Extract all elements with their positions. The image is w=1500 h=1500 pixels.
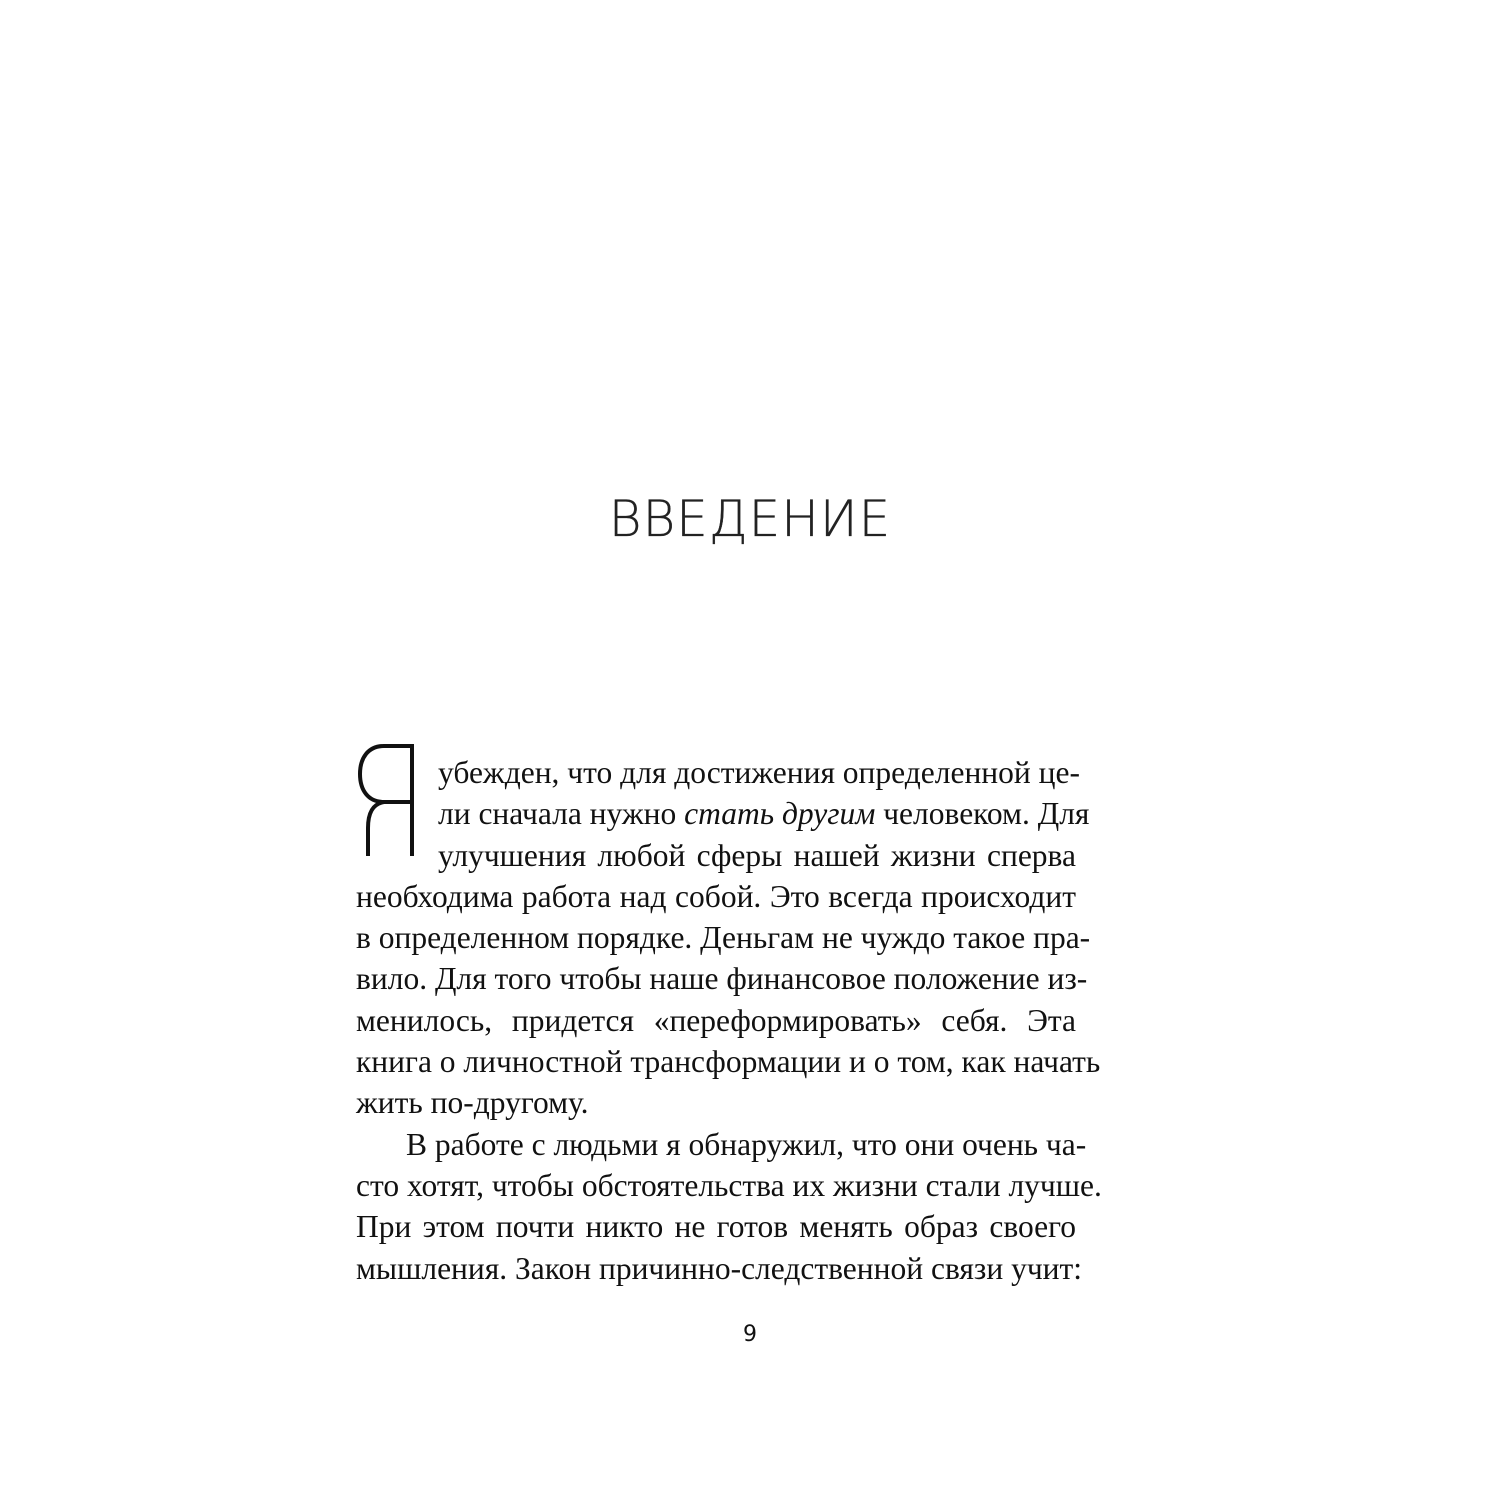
paragraph-2-line-3: При этом почти никто не готов менять образ своего	[356, 1209, 1076, 1245]
body-text	[356, 752, 1102, 1289]
emphasis-text: стать другим	[684, 796, 876, 832]
paragraph-1-line-1: убежден, что для достижения определенной це-	[438, 755, 1080, 790]
paragraph-1-line-3: улучшения любой сферы нашей жизни сперва	[438, 837, 1076, 873]
paragraph-2-line-4: мышления. Закон причинно-следственной связи учит:	[356, 1250, 1083, 1286]
line-2-end: человеком. Для	[875, 796, 1090, 832]
paragraph-1-line-9: жить по-другому.	[356, 1085, 589, 1121]
paragraph-1-line-2	[438, 793, 1090, 834]
paragraph-1-line-6: вило. Для того чтобы наше финансовое положение из-	[356, 961, 1088, 997]
paragraph-1-line-8: книга о личностной трансформации и о том, как начать	[356, 1044, 1101, 1080]
paragraph-1-line-7: менилось, придется «переформировать» себя. Эта	[356, 1002, 1076, 1038]
paragraph-1-line-4: необходима работа над собой. Это всегда происходит	[356, 878, 1076, 914]
line-2-start: ли сначала нужно	[438, 796, 685, 832]
chapter-title: ВВЕДЕНИЕ	[608, 490, 892, 548]
page-number: 9	[743, 1322, 757, 1347]
paragraph-2-line-2: сто хотят, чтобы обстоятельства их жизни стали лучше.	[356, 1167, 1102, 1203]
paragraph-1-line-5: в определенном порядке. Деньгам не чуждо такое пра-	[356, 920, 1091, 956]
paragraph-2-line-1: В работе с людьми я обнаружил, что они очень ча-	[406, 1126, 1087, 1162]
